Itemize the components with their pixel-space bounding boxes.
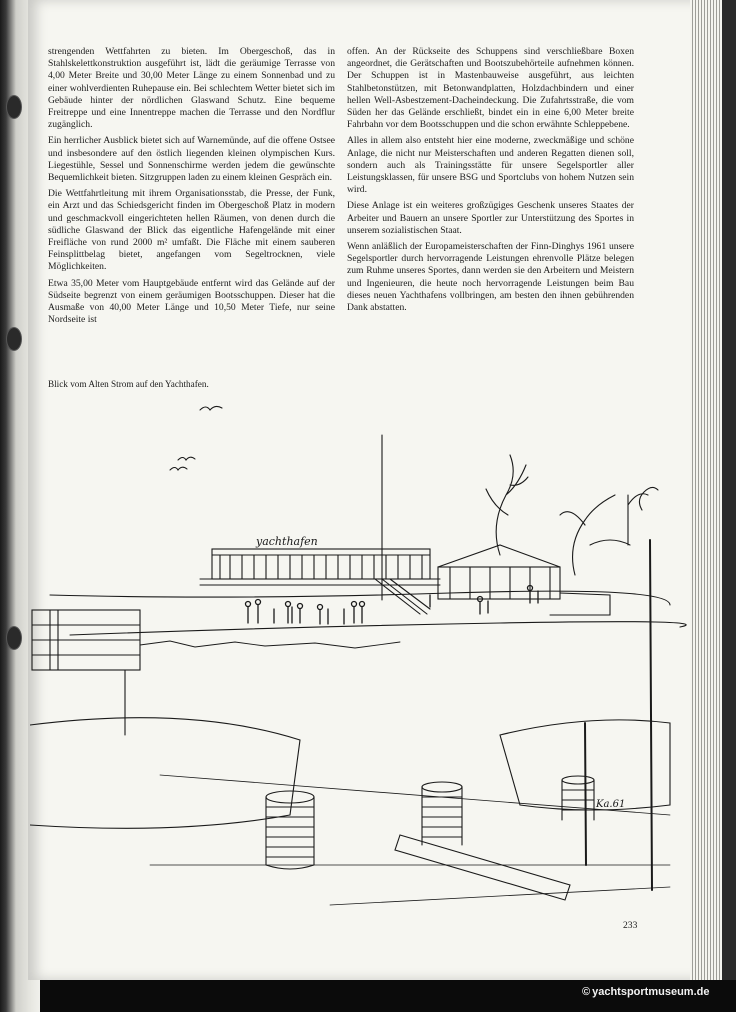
paragraph: strengenden Wettfahrten zu bieten. Im Obergeschoß, das in Stahlskelettkonstruktion ausgeführt ist, lädt die geräumige Terrasse von 4,00 Meter Breite und 30,00 Meter Länge zu einem Sonnenbad und zu einer wohlverdienten Ruhepause ein. Bei schlechtem Wetter bietet sich im Gebäude hinter der nördlichen Glaswand Schutz. Eine bequeme Freitreppe und eine Innentreppe machen die Terrasse und den Nordflur zugänglich. <box>48 46 335 131</box>
building-sign: yachthafen <box>256 535 318 548</box>
binder-ring <box>6 95 22 119</box>
bird <box>200 406 222 410</box>
boat-shed <box>438 545 610 615</box>
watermark-credit <box>582 986 709 998</box>
artist-signature: Ka.61 <box>596 799 626 810</box>
page-stack-edge <box>690 0 736 980</box>
bollard <box>562 776 594 820</box>
binder-ring <box>6 626 22 650</box>
paragraph: Wenn anläßlich der Europameisterschaften der Finn-Dinghys 1961 unsere Segelsportler durch hervorragende Leistungen ehrenvolle Plätze belegen zum Ruhme unseres Sportes, dann werden sie den Arbeitern und Meistern und Ingenieuren, die heute noch hervorragende Leistungen beim Bau dieses neuen Yachthafens vollbringen, am besten den ihnen gebührenden Dank abstatten. <box>347 241 634 314</box>
shoreline <box>70 622 686 635</box>
bollard <box>266 791 314 869</box>
paragraph: offen. An der Rückseite des Schuppens sind verschließbare Boxen angeordnet, die Gerätschaften und Bootszubehörteile aufnehmen können. Der Schuppen ist in Mastenbauweise ausgeführt, aus leichten Stahlbetonstützen, mit Betonwandplatten, Holzdachbindern und einer hellen Well-Asbestzement-Dacheindeckung. Die Zufahrtsstraße, die vom Süden her das Gelände erschließt, bindet ein in eine 6,00 Meter breite Fahrbahn vor dem Bootsschuppen und die schon erwähnte Schleppebene. <box>347 46 634 131</box>
left-text-column <box>48 46 335 330</box>
figure-caption: Blick vom Alten Strom auf den Yachthafen. <box>48 379 209 389</box>
mooring-mast <box>585 723 586 865</box>
paragraph: Ein herrlicher Ausblick bietet sich auf Warnemünde, auf die offene Ostsee und insbesondere auf den östlich liegenden kleinen olympischen Kurs. Liegestühle, Sessel und Sonnenschirme werden jedem die gewünschte Bequemlichkeit bieten. Sitzgruppen laden zu einem kleinen Gespräch ein. <box>48 135 335 184</box>
paragraph: Die Wettfahrtleitung mit ihrem Organisationsstab, die Presse, der Funk, ein Arzt und das Schiedsgericht finden im Obergeschoß Platz in modern und geschmackvoll eingerichteten hellen Räumen, von denen durch die südliche Glaswand der Blick das eigentliche Hafengelände mit einer Freifläche von rund 2000 m² umfaßt. Die Fläche mit einem sauberen Feinsplittbelag bietet, angefangen vom Segeltrocknen, viele Möglichkeiten. <box>48 188 335 273</box>
bird <box>178 457 195 460</box>
tree-sketch <box>486 455 658 575</box>
credit-text: yachtsportmuseum.de <box>592 986 710 998</box>
page-number: 233 <box>623 920 638 931</box>
boat-hull <box>30 718 300 829</box>
bird <box>170 467 187 470</box>
copyright-symbol: © <box>582 986 591 998</box>
pier-pilings <box>32 610 140 735</box>
bollard <box>422 782 462 845</box>
paragraph: Diese Anlage ist ein weiteres großzügiges Geschenk unseres Staates der Arbeiter und Bauern an unsere Sportler zur Unterstützung des Sportes in unserem sozialistischen Staat. <box>347 200 634 236</box>
stones <box>140 641 400 648</box>
mooring-mast <box>650 540 652 890</box>
paragraph: Alles in allem also entsteht hier eine moderne, zweckmäßige und schöne Anlage, die nicht nur Meisterschaften und anderen Regatten dienen soll, sondern auch als Trainingsstätte für unsere Segelsportler aller Leistungsklassen, für unsere BSG und Sportclubs von hohem Nutzen sein wird. <box>347 135 634 196</box>
binder-ring <box>6 327 22 351</box>
water-lines <box>150 775 670 905</box>
paragraph: Etwa 35,00 Meter vom Hauptgebäude entfernt wird das Gelände auf der Südseite begrenzt von einem geräumigen Bootsschuppen. Dieser hat die Ausmaße von 40,00 Meter Länge und 10,50 Meter Tiefe, nur seine Nordseite ist <box>48 277 335 326</box>
wooden-beam <box>395 835 570 900</box>
right-text-column <box>347 46 634 318</box>
harbor-sketch <box>30 395 690 915</box>
